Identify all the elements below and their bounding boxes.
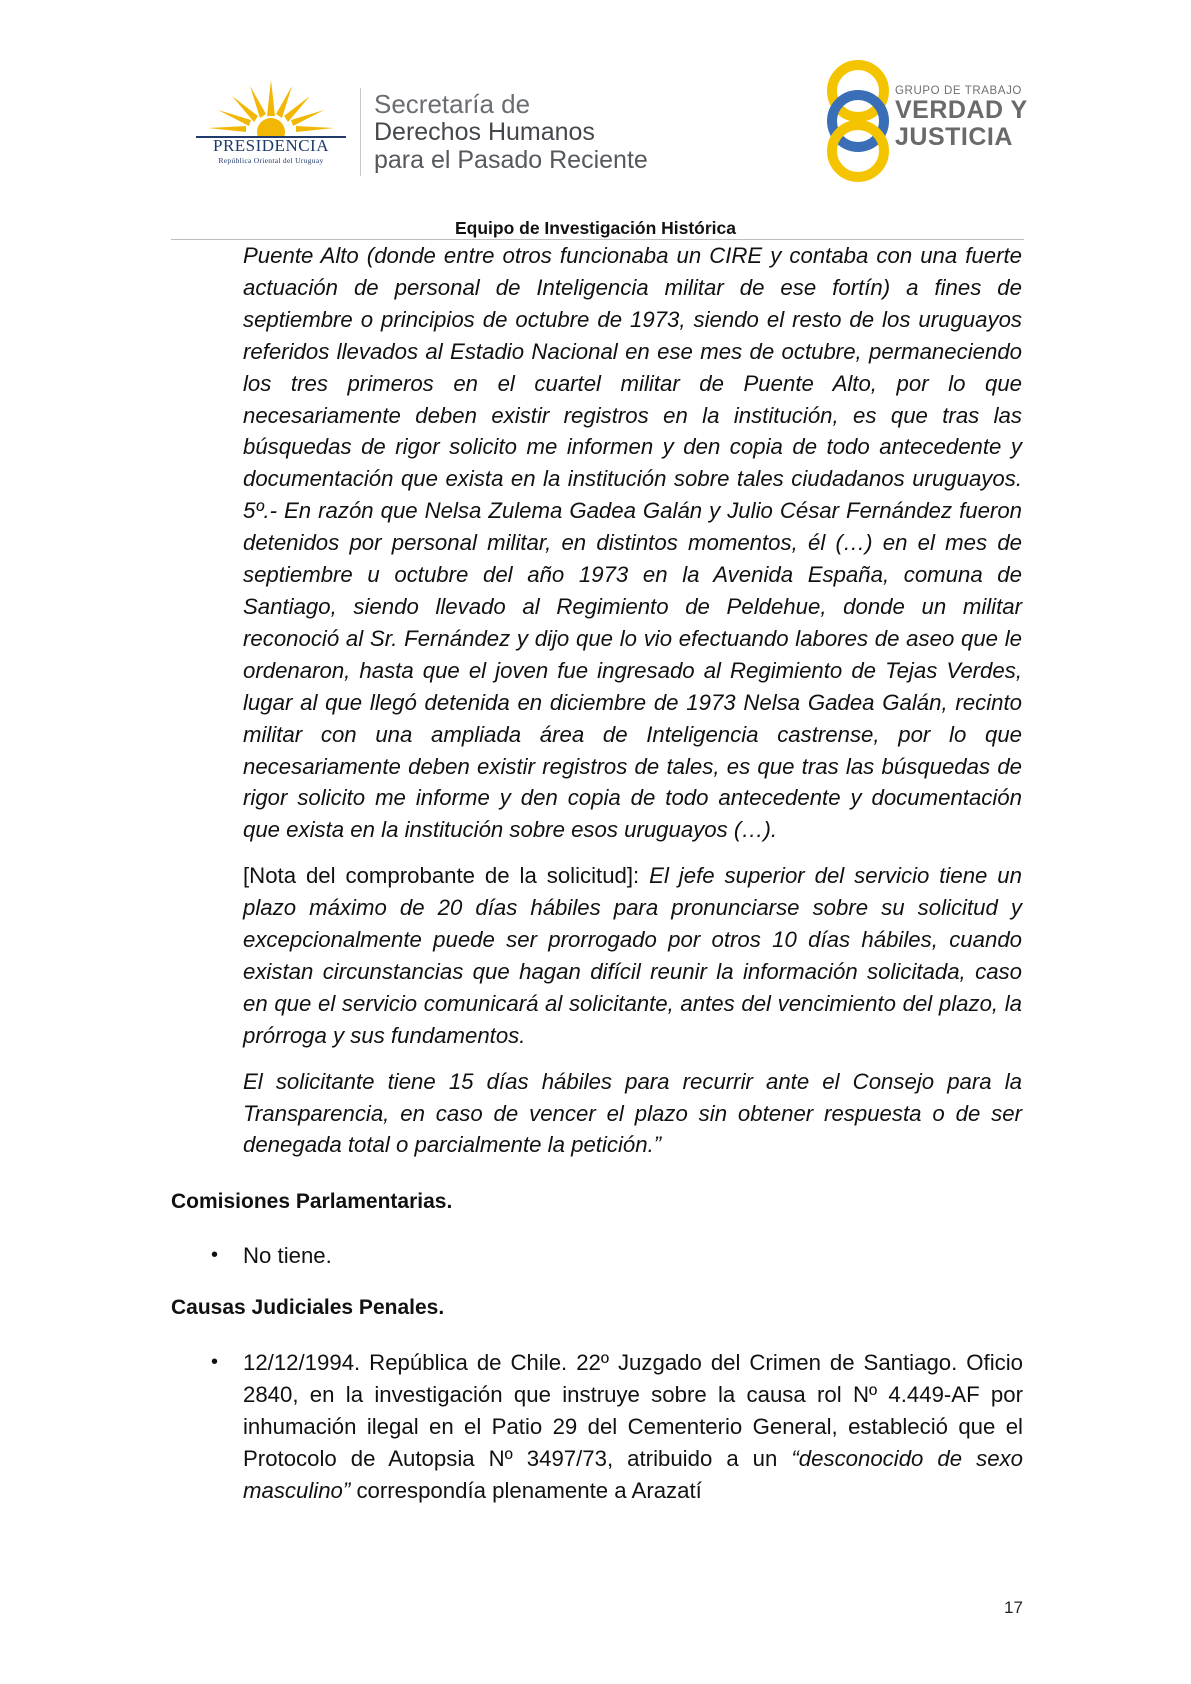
bullet-icon: • bbox=[211, 1351, 219, 1373]
gtvj-line1: GRUPO DE TRABAJO bbox=[895, 85, 1022, 97]
page-number: 17 bbox=[1004, 1598, 1023, 1617]
note-paragraph bbox=[243, 860, 1022, 1051]
gtvj-line2: VERDAD Y bbox=[895, 96, 1028, 124]
note-label: [Nota del comprobante de la solicitud]: bbox=[243, 863, 650, 889]
sun-emblem-icon bbox=[196, 80, 346, 138]
note-text: El jefe superior del servicio tiene un plazo máximo de 20 días hábiles para pronunciarse sobre su solicitud y excepcionalmente puede ser prorrogado por otros 10 días hábiles, cuando existan circunstancias que hagan difícil reunir la información solicitada, caso en que el servicio comunicará al solicitante, antes del vencimiento del plazo, la prórroga y sus fundamentos. bbox=[243, 863, 1022, 1048]
heading-causas: Causas Judiciales Penales. bbox=[171, 1296, 445, 1319]
verdad-justicia-logo bbox=[895, 85, 1028, 151]
quote-paragraph: Puente Alto (donde entre otros funcionaba un CIRE y contaba con una fuerte actuación de personal de Inteligencia militar de ese fortín) a fines de septiembre o principios de octubre de 1973, siendo el resto de los uruguayos referidos llevados al Estadio Nacional en ese mes de octubre, permaneciendo los tres primeros en el cuartel militar de Puente Alto, por lo que necesariamente deben existir registros en la institución, es que tras las búsquedas de rigor solicito me informen y den copia de todo antecedente y documentación que exista en la institución sobre tales ciudadanos uruguayos. 5º.- En razón que Nelsa Zulema Gadea Galán y Julio César Fernández fueron detenidos por personal militar, en distintos momentos, él (…) en el mes de septiembre u octubre del año 1973 en la Avenida España, comuna de Santiago, siendo llevado al Regimiento de Peldehue, donde un militar reconoció al Sr. Fernández y dijo que lo vio efectuando labores de aseo que le ordenaron, hasta que el joven fue ingresado al Regimiento de Tejas Verdes, lugar al que llegó detenida en diciembre de 1973 Nelsa Gadea Galán, recinto militar con una ampliada área de Inteligencia castrense, por lo que necesariamente deben existir registros de tales, es que tras las búsquedas de rigor solicito me informe y den copia de todo antecedente y documentación que exista en la institución sobre esos uruguayos (…). bbox=[243, 243, 1022, 843]
presidencia-logo bbox=[196, 80, 346, 180]
secretaria-logo bbox=[374, 90, 648, 174]
presidencia-title: PRESIDENCIA bbox=[212, 136, 329, 155]
secretaria-line3: para el Pasado Reciente bbox=[374, 146, 648, 174]
final-paragraph: El solicitante tiene 15 días hábiles para recurrir ante el Consejo para la Transparencia, en caso de vencer el plazo sin obtener respuesta o de ser denegada total o parcialmente la petición.” bbox=[243, 1068, 1022, 1158]
presidencia-subtitle: República Oriental del Uruguay bbox=[218, 156, 324, 165]
header-divider bbox=[360, 88, 361, 176]
quoted-request bbox=[243, 240, 1022, 1161]
page-header bbox=[0, 0, 1191, 245]
causas-text-b: correspondía plenamente a Arazatí bbox=[350, 1477, 702, 1503]
heading-comisiones: Comisiones Parlamentarias. bbox=[171, 1190, 453, 1213]
gtvj-line3: JUSTICIA bbox=[895, 123, 1013, 151]
bullet-comisiones-text: No tiene. bbox=[243, 1243, 332, 1268]
secretaria-line2: Derechos Humanos bbox=[374, 118, 595, 146]
bullet-causas-text bbox=[243, 1347, 1023, 1507]
causas-text-a: 12/12/1994. República de Chile. 22º Juzgado del Crimen de Santiago. Oficio 2840, en la investigación que instruye sobre la causa rol Nº 4.449-AF por inhumación ilegal en el Patio 29 del Cementerio General, estableció que el Protocolo de Autopsia Nº 3497/73, atribuido a un bbox=[243, 1350, 1023, 1471]
secretaria-line1: Secretaría de bbox=[374, 89, 531, 119]
causas-quote: “desconocido de sexo masculino” bbox=[243, 1445, 1023, 1503]
team-title: Equipo de Investigación Histórica bbox=[454, 218, 737, 238]
bullet-icon: • bbox=[211, 1244, 219, 1266]
